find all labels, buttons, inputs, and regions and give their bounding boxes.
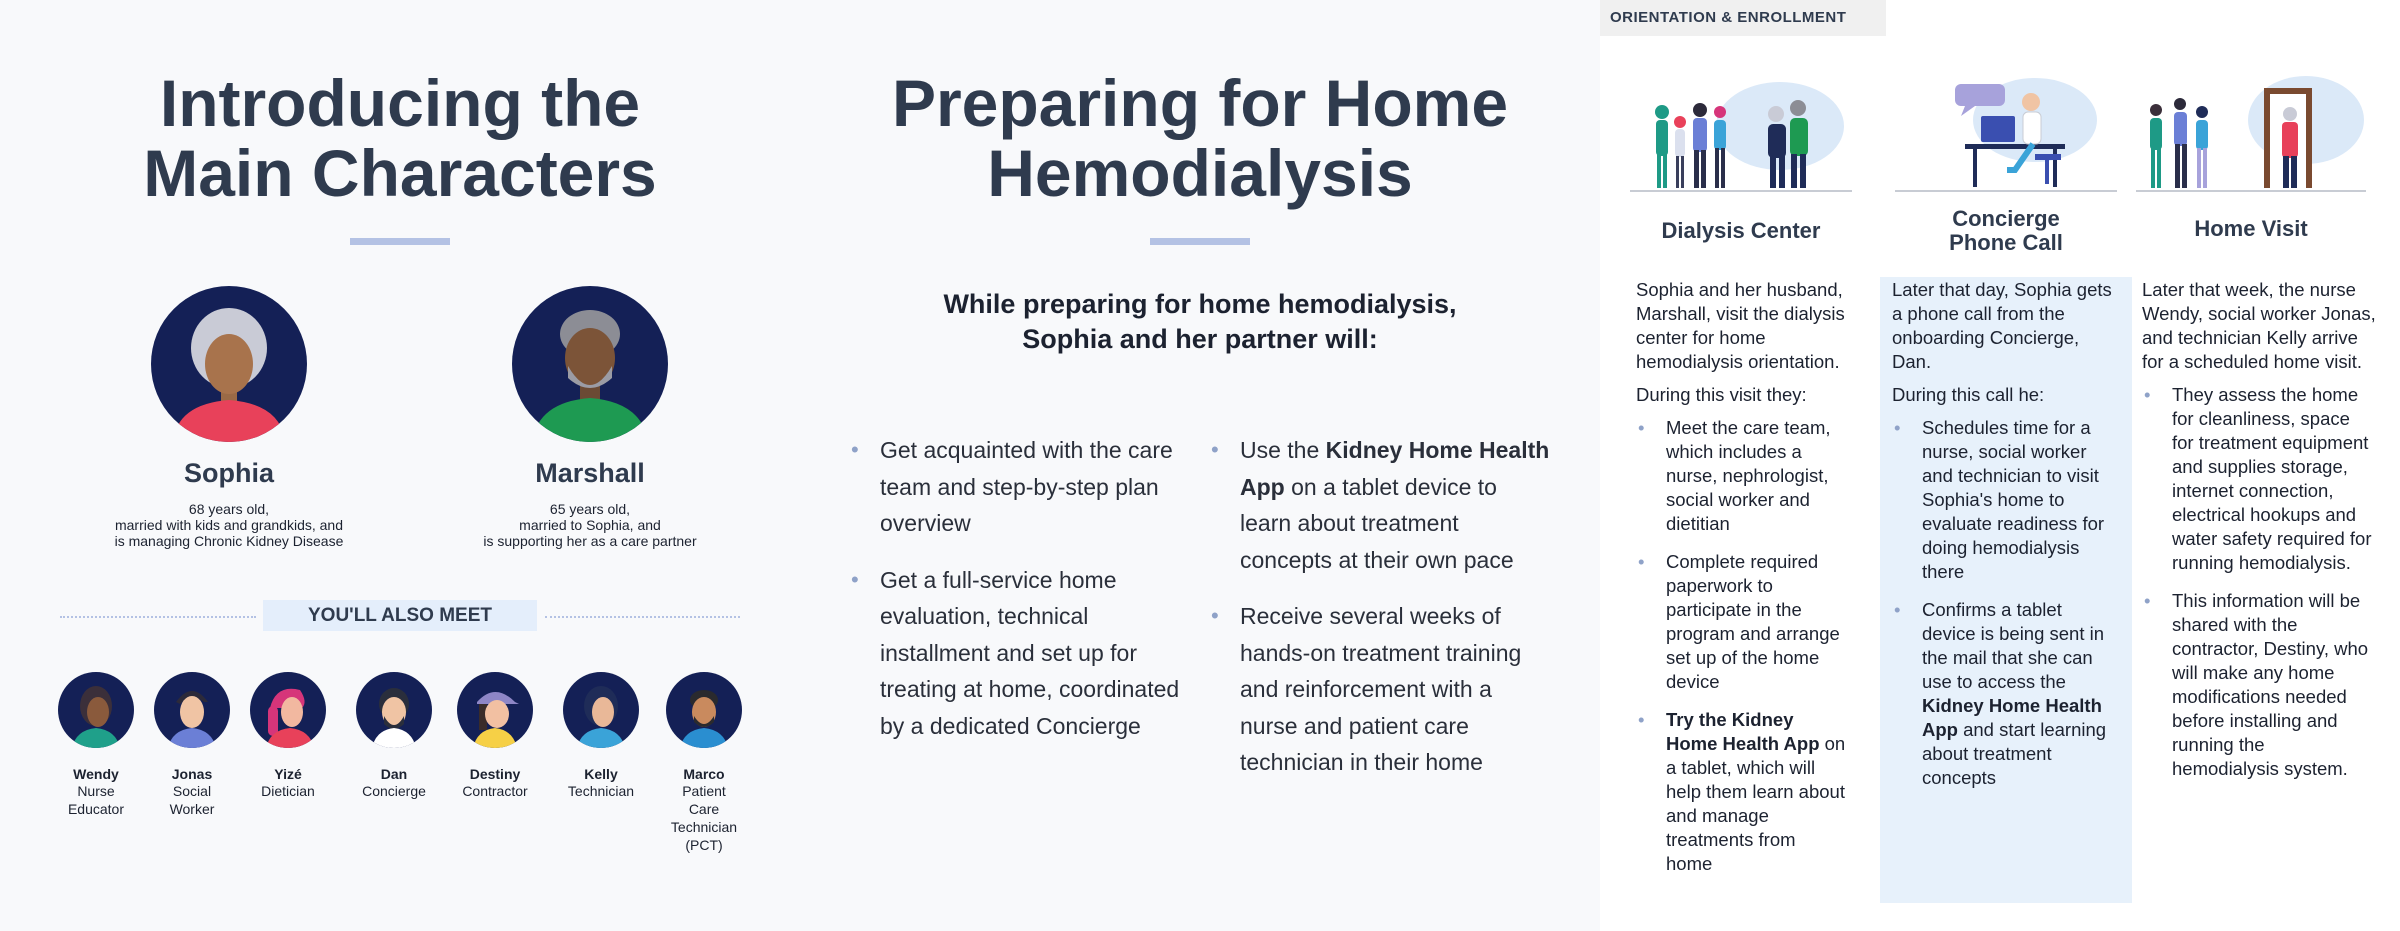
jonas-avatar bbox=[154, 672, 230, 748]
yize-name: Yizé bbox=[274, 766, 302, 782]
dialysis-center-illustration bbox=[1630, 70, 1852, 192]
character-jonas bbox=[147, 672, 237, 818]
list-item: • They assess the home for cleanliness, space for treatment equipment and supplies storage, internet connection, electrical hookups and water safety required for running hemodialysis. bbox=[2142, 383, 2376, 575]
list-item: • Confirms a tablet device is being sent in the mail that she can use to access the Kidney Home Health App and start learning about treatment concepts bbox=[1892, 598, 2120, 790]
list-item: • Schedules time for a nurse, social worker and technician to visit Sophia's home to evaluate readiness for doing hemodialysis there bbox=[1892, 416, 2120, 584]
destiny-name: Destiny bbox=[469, 766, 521, 782]
dialysis-center-body: Sophia and her husband, Marshall, visit the dialysis center for home hemodialysis orientation. During this visit they: • Meet the care team, which includes a nurse, nephrologist, social worker and dietitian • Complete required paperwork to participate in the program and arrange set up of the home device • Try the Kidney Home Health App on a tablet, which will help them learn about and manage treatments from home bbox=[1630, 278, 1852, 890]
destiny-role: Contractor bbox=[462, 783, 528, 799]
marco-role: Patient Care Technician (PCT) bbox=[670, 783, 738, 853]
character-card-marshall bbox=[430, 286, 750, 549]
character-dan bbox=[349, 672, 439, 800]
yize-role: Dietician bbox=[261, 783, 315, 799]
sophia-avatar bbox=[151, 286, 307, 442]
character-kelly bbox=[556, 672, 646, 800]
kelly-avatar bbox=[563, 672, 639, 748]
dotted-rule-right bbox=[545, 616, 740, 618]
title-divider bbox=[1150, 238, 1250, 245]
marshall-description: 65 years old, married to Sophia, and is supporting her as a care partner bbox=[483, 501, 697, 549]
kelly-role: Technician bbox=[567, 783, 635, 799]
list-item: • Use the Kidney Home Health App on a tablet device to learn about treatment concepts at their own pace bbox=[1210, 432, 1550, 578]
list-item: • Try the Kidney Home Health App on a tablet, which will help them learn about and manage treatments from home bbox=[1636, 708, 1846, 876]
concierge-call-illustration bbox=[1895, 70, 2117, 192]
main-characters-title: Introducing the Main Characters bbox=[143, 66, 657, 210]
character-destiny bbox=[450, 672, 540, 800]
wendy-role: Nurse Educator bbox=[67, 783, 125, 817]
list-item: • Get acquainted with the care team and step-by-step plan overview bbox=[850, 432, 1190, 542]
main-characters-panel bbox=[0, 0, 800, 931]
orientation-tag: ORIENTATION & ENROLLMENT bbox=[1600, 0, 1886, 36]
preparing-title: Preparing for Home Hemodialysis bbox=[891, 66, 1509, 210]
sophia-name: Sophia bbox=[183, 458, 274, 488]
list-item: • This information will be shared with the contractor, Destiny, who will make any home modifications needed before installing and running the hemodialysis system. bbox=[2142, 589, 2376, 781]
preparing-lead-text: While preparing for home hemodialysis, Sophia and her partner will: bbox=[943, 289, 1457, 354]
character-marco bbox=[659, 672, 749, 854]
list-item: • Get a full-service home evaluation, technical installment and set up for treating at home, coordinated by a dedicated Concierge bbox=[850, 562, 1190, 745]
dan-role: Concierge bbox=[362, 783, 426, 799]
marco-name: Marco bbox=[683, 766, 725, 782]
home-visit-illustration bbox=[2136, 70, 2366, 192]
character-wendy bbox=[51, 672, 141, 818]
character-yize bbox=[243, 672, 333, 800]
preparing-panel bbox=[800, 0, 1600, 931]
dan-name: Dan bbox=[380, 766, 408, 782]
also-meet-label: YOU'LL ALSO MEET bbox=[263, 600, 537, 631]
home-visit-heading: Home Visit bbox=[2194, 216, 2308, 241]
jonas-role: Social Worker bbox=[169, 783, 215, 817]
home-visit-body: Later that week, the nurse Wendy, social worker Jonas, and technician Kelly arrive for a scheduled home visit. • They assess the home for cleanliness, space for treatment equipment and supplies storage, internet connection, electrical hookups and water safety required for running hemodialysis. • This information will be shared with the contractor, Destiny, who will make any home modifications needed before installing and running the hemodialysis system. bbox=[2136, 278, 2386, 795]
yize-avatar bbox=[250, 672, 326, 748]
dotted-rule-left bbox=[60, 616, 256, 618]
kelly-name: Kelly bbox=[584, 766, 618, 782]
dialysis-center-heading: Dialysis Center bbox=[1661, 218, 1821, 243]
list-item: • Meet the care team, which includes a nurse, nephrologist, social worker and dietitian bbox=[1636, 416, 1846, 536]
sophia-description: 68 years old, married with kids and grandkids, and is managing Chronic Kidney Disease bbox=[114, 501, 344, 549]
marshall-name: Marshall bbox=[535, 458, 645, 488]
marco-avatar bbox=[666, 672, 742, 748]
preparing-list-right bbox=[1210, 432, 1550, 801]
list-item: • Complete required paperwork to participate in the program and arrange set up of the home device bbox=[1636, 550, 1846, 694]
character-card-sophia bbox=[69, 286, 389, 549]
wendy-avatar bbox=[58, 672, 134, 748]
also-meet-divider bbox=[60, 600, 740, 632]
concierge-call-heading: Concierge Phone Call bbox=[1949, 206, 2063, 255]
list-item: • Receive several weeks of hands-on treatment training and reinforcement with a nurse and patient care technician in their home bbox=[1210, 598, 1550, 781]
preparing-list-left bbox=[850, 432, 1190, 764]
dan-avatar bbox=[356, 672, 432, 748]
title-divider bbox=[350, 238, 450, 245]
destiny-avatar bbox=[457, 672, 533, 748]
marshall-avatar bbox=[512, 286, 668, 442]
wendy-name: Wendy bbox=[73, 766, 119, 782]
app-name: Kidney Home Health App bbox=[1240, 437, 1550, 500]
concierge-call-body: Later that day, Sophia gets a phone call from the onboarding Concierge, Dan. During this call he: • Schedules time for a nurse, social worker and technician to visit Sophia's home to evaluate readiness for doing hemodialysis there • Confirms a tablet device is being sent in the mail that she can use to access the Kidney Home Health App and start learning about treatment concepts bbox=[1886, 278, 2126, 804]
jonas-name: Jonas bbox=[171, 766, 213, 782]
